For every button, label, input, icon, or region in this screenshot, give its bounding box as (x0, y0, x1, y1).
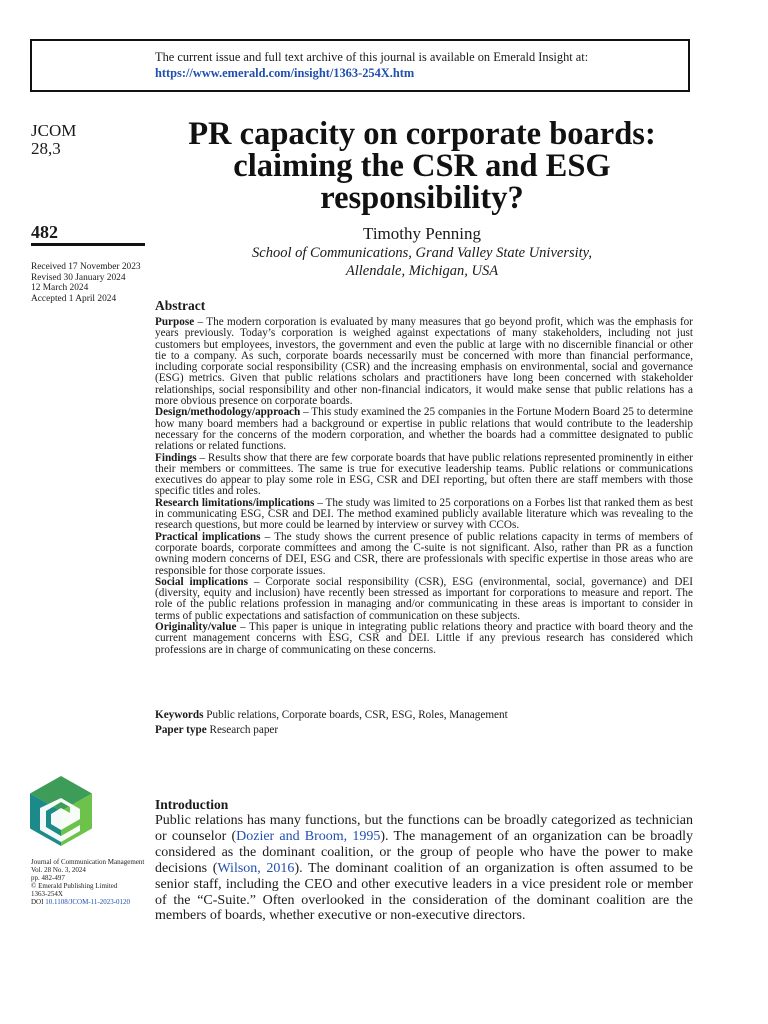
author-name: Timothy Penning (363, 224, 481, 243)
doi-link[interactable]: 10.1108/JCOM-11-2023-0120 (45, 897, 131, 906)
page-number-rule (31, 243, 145, 246)
footer-journal-name: Journal of Communication Management (31, 858, 145, 866)
abstract-text: – Results show that there are few corporate boards that have public relations represented prominently in either their members or committees. The same is true for executive leadership teams. Public relations or communications executives do appear to play some role in ESG, CSR and DEI reporting, but often there are staff members with those specific titles and roles. (155, 451, 693, 498)
citation-link[interactable]: Dozier and Broom, 1995 (236, 828, 381, 844)
abstract-body (155, 317, 693, 656)
journal-logo-icon (30, 776, 92, 846)
keywords-line (155, 709, 693, 721)
journal-abbr-text: JCOM (31, 121, 77, 140)
abstract-text: – This paper is unique in integrating public relations theory and practice with board theory and the current management concerns with ESG, CSR and DEI. Little if any previous research has considered which professions are in charge of communicating on these concerns. (155, 621, 693, 656)
introduction-heading: Introduction (155, 797, 229, 812)
abstract-label: Social implications (155, 575, 248, 588)
paper-type-value: Research paper (206, 724, 279, 736)
abstract-purpose (155, 317, 693, 407)
accepted-date: Accepted 1 April 2024 (31, 293, 117, 304)
abstract-text: – The study shows the current presence of public relations capacity in terms of members of corporate boards, corporate committees and among the C-suite is not significant. Also, rather than PR as a function owning modern concerns of DEI, ESG and CSR, there are professionals with specific expertise in those areas who are responsible for those corporate issues. (155, 530, 693, 577)
intro-text: Public relations has many functions, but the functions can be broadly categorized as technician or counselor ( (155, 813, 693, 844)
footer-pages: pp. 482-497 (31, 873, 65, 882)
journal-archive-link[interactable]: https://www.emerald.com/insight/1363-254X.htm (155, 65, 415, 80)
abstract-originality (155, 622, 693, 656)
revised-date: Revised 30 January 2024 (31, 272, 126, 283)
introduction-paragraph (155, 813, 693, 924)
article-history (31, 262, 141, 304)
intro-text: ). The management of an organization can be broadly considered as the dominant coalition, or the group of people who have the power to make decisions ( (155, 828, 693, 876)
abstract-label: Findings (155, 451, 197, 464)
affiliation-line-2: Allendale, Michigan, USA (345, 263, 499, 279)
affiliation-line-1: School of Communications, Grand Valley State University, (252, 245, 592, 261)
footer-publisher: © Emerald Publishing Limited (31, 881, 118, 890)
paper-title: PR capacity on corporate boards: claiming the CSR and ESG responsibility? (188, 116, 656, 216)
abstract-label: Purpose (155, 316, 195, 328)
banner-text: The current issue and full text archive of this journal is available on Emerald Insight at: (155, 50, 589, 64)
journal-volume: 28,3 (31, 139, 61, 158)
keywords-label: Keywords (155, 709, 204, 721)
abstract-heading: Abstract (155, 298, 206, 313)
abstract-label: Research limitations/implications (155, 496, 315, 509)
abstract-label: Originality/value (155, 621, 237, 634)
paper-type-label: Paper type (155, 724, 207, 736)
journal-footer-meta (31, 859, 149, 906)
abstract-label: Practical implications (155, 530, 261, 543)
abstract-practical (155, 532, 693, 577)
abstract-limitations (155, 498, 693, 532)
abstract-text: – Corporate social responsibility (CSR), ESG (environmental, social, governance) and DEI (diversity, equity and inclusion) have recently been stressed as important for corporations to measure and report. The role of the public relations profession in managing and/or communicating in these areas is important to consider in terms of public expectations and satisfaction of communication on these subjects. (155, 575, 693, 622)
abstract-text: – The modern corporation is evaluated by many measures that go beyond profit, which was the emphasis for years previously. Today’s corporation is weighed against expectations of many stakeholders, including not just customers but employees, investors, the government and even the public at large with no discernible financial or other tie to a company. As such, corporate boards necessarily must be concerned with more than financial performance, including corporate social responsibility (CSR) and the increasing emphasis on environmental, social and governance (ESG) metrics. Given that public relations scholars and practitioners have long been concerned with stakeholder relationships, social responsibility and other non-financial indicators, it would make sense that public relations has a more obvious presence on corporate boards. (155, 316, 693, 408)
revised-date-2: 12 March 2024 (31, 283, 89, 294)
page-number: 482 (31, 222, 58, 242)
intro-text: ). The dominant coalition of an organization is often assumed to be senior staff, including the CEO and other executive leaders in a vice president role or member of the “C-Suite.” Often overlooked in the consideration of the dominant coalition are the members of boards, whether executive or non-executive directors. (155, 860, 694, 924)
citation-link[interactable]: Wilson, 2016 (217, 860, 295, 876)
journal-abbreviation (31, 122, 76, 158)
footer-doi-line (31, 899, 149, 907)
footer-doi-label: DOI (31, 897, 44, 906)
abstract-label: Design/methodology/approach (155, 406, 301, 419)
abstract-text: – This study examined the 25 companies in the Fortune Modern Board 25 to determine how many board members had a background or expertise in public relations that would contribute to the leadership necessary for the concerns of the modern corporation, and whether the boards had a committee designated to public relations or related functions. (155, 406, 693, 453)
footer-volume: Vol. 28 No. 3, 2024 (31, 865, 86, 874)
paper-type-line (155, 724, 693, 736)
abstract-text: – The study was limited to 25 corporations on a Forbes list that ranked them as best in communicating ESG, CSR and DEI. The method examined publicly available literature which was revealing to the research questions, but more could be learned by interview or survey with CCOs. (155, 496, 693, 532)
abstract-social (155, 577, 693, 622)
received-date: Received 17 November 2023 (31, 262, 141, 272)
author-affiliation (155, 244, 689, 280)
keywords-value: Public relations, Corporate boards, CSR, ESG, Roles, Management (203, 709, 508, 721)
journal-archive-banner (30, 39, 690, 92)
abstract-findings (155, 453, 693, 498)
abstract-design (155, 407, 693, 452)
footer-issn: 1363-254X (31, 889, 63, 898)
